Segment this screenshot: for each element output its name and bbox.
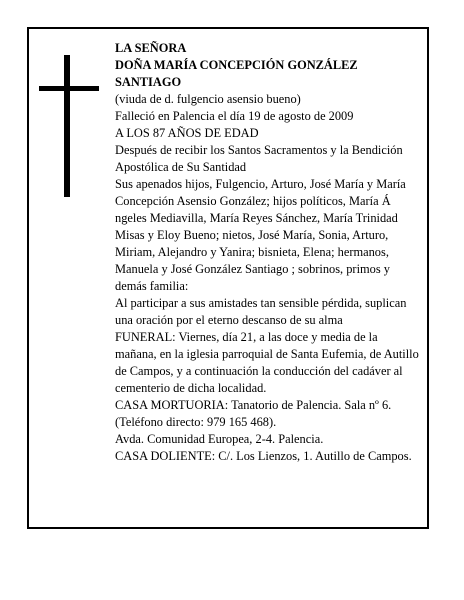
age-line: A LOS 87 AÑOS DE EDAD (115, 126, 259, 140)
title-line: LA SEÑORA (115, 41, 187, 55)
widow-line: (viuda de d. fulgencio asensio bueno) (115, 92, 301, 106)
funeral-paragraph: FUNERAL: Viernes, día 21, a las doce y media de la mañana, en la iglesia parroquial de Santa Eufemia, de Autillo de Campos, y a continuación la conducción del cadáver al cementerio de dicha localidad. (115, 330, 419, 395)
sacraments-paragraph: Después de recibir los Santos Sacramentos y la Bendición Apostólica de Su Santidad (115, 143, 403, 174)
cross-icon (39, 55, 99, 197)
family-paragraph: Sus apenados hijos, Fulgencio, Arturo, José María y María Concepción Asensio González; hijos políticos, María Á ngeles Mediavilla, María Reyes Sánchez, María Trinidad Misas y Eloy Bueno; nietos, José María, Sonia, Arturo, Miriam, Alejandro y Yanira; bisnieta, Elena; hermanos, Manuela y José González Santiago ; sobrinos, primos y demás familia: (115, 177, 406, 293)
address-line: Avda. Comunidad Europea, 2-4. Palencia. (115, 432, 324, 446)
cross-vertical-bar (64, 55, 70, 197)
obituary-text (115, 40, 419, 465)
deceased-name-line-1: DOÑA MARÍA CONCEPCIÓN GONZÁLEZ (115, 58, 358, 72)
deceased-name-line-2: SANTIAGO (115, 75, 182, 89)
death-line: Falleció en Palencia el día 19 de agosto de 2009 (115, 109, 354, 123)
mortuary-paragraph: CASA MORTUORIA: Tanatorio de Palencia. Sala nº 6. (Teléfono directo: 979 165 468). (115, 398, 392, 429)
request-paragraph: Al participar a sus amistades tan sensible pérdida, suplican una oración por el eterno descanso de su alma (115, 296, 407, 327)
grieving-house-paragraph: CASA DOLIENTE: C/. Los Lienzos, 1. Autillo de Campos. (115, 449, 412, 463)
cross-horizontal-bar (39, 86, 99, 91)
